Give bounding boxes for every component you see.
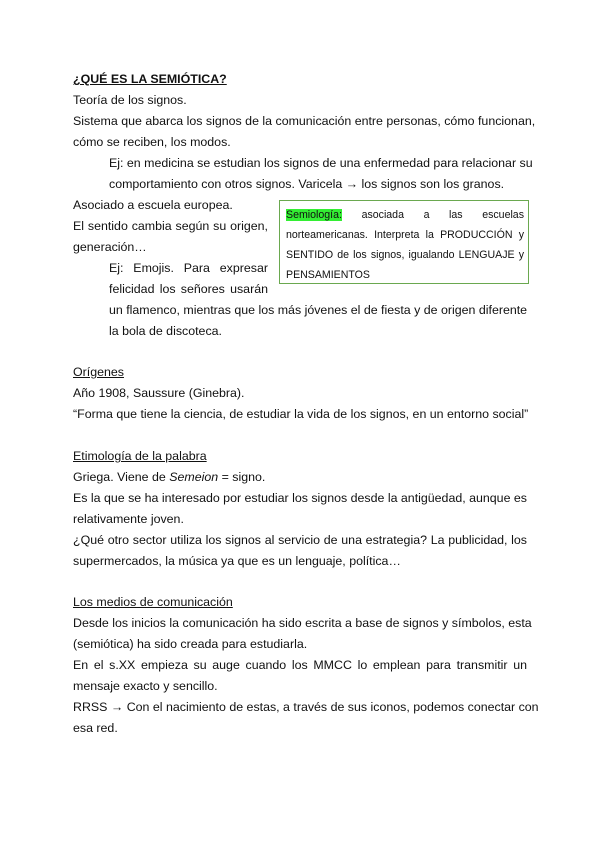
paragraph-line: Es la que se ha interesado por estudiar los signos desde la antigüedad, aunque es — [73, 491, 527, 505]
note-line: norteamericanas. Interpreta la PRODUCCIÓN y — [286, 229, 524, 241]
page-title: ¿QUÉ ES LA SEMIÓTICA? — [73, 72, 227, 86]
section-title-etymology: Etimología de la palabra — [73, 449, 207, 463]
paragraph-line: En el s.XX empieza su auge cuando los MMCC lo emplean para transmitir un — [73, 658, 527, 672]
paragraph-line: Teoría de los signos. — [73, 93, 187, 107]
quote-line: “Forma que tiene la ciencia, de estudiar la vida de los signos, en un entorno social” — [73, 407, 529, 421]
paragraph-line: El sentido cambia según su origen, — [73, 219, 268, 233]
note-text: asociada a las escuelas — [361, 209, 525, 221]
paragraph-line: mensaje exacto y sencillo. — [73, 679, 218, 693]
example-line: comportamiento con otros signos. Varicela → los signos son los granos. — [109, 177, 505, 191]
paragraph-line — [73, 467, 527, 488]
paragraph-line: generación… — [73, 240, 147, 254]
text-span: = signo. — [218, 470, 266, 484]
paragraph-line: supermercados, la música ya que es un lenguaje, política… — [73, 554, 401, 568]
paragraph-line: cómo se reciben, los modos. — [73, 135, 231, 149]
note-line: PENSAMIENTOS — [286, 269, 370, 281]
note-line: SENTIDO de los signos, igualando LENGUAJE y — [286, 249, 524, 261]
section-title-origins: Orígenes — [73, 365, 124, 379]
example-line: un flamenco, mientras que los más jóvenes el de fiesta y de origen diferente — [109, 303, 528, 317]
section-title-media: Los medios de comunicación — [73, 595, 233, 609]
paragraph-line: esa red. — [73, 721, 118, 735]
paragraph-line: Sistema que abarca los signos de la comunicación entre personas, cómo funcionan, — [73, 114, 536, 128]
term-semeion: Semeion — [169, 470, 219, 484]
text-span: Griega. Viene de — [73, 470, 170, 484]
paragraph-line: relativamente joven. — [73, 512, 184, 526]
paragraph-line: Año 1908, Saussure (Ginebra). — [73, 386, 245, 400]
semiologia-highlight: Semiología: — [286, 209, 342, 221]
example-line: Ej: Emojis. Para expresar — [109, 261, 268, 275]
example-line: Ej: en medicina se estudian los signos de una enfermedad para relacionar su — [109, 156, 533, 170]
paragraph-line: Asociado a escuela europea. — [73, 198, 233, 212]
note-line — [286, 205, 524, 225]
paragraph-line: RRSS → Con el nacimiento de estas, a través de sus iconos, podemos conectar con — [73, 700, 539, 714]
example-line: la bola de discoteca. — [109, 324, 222, 338]
paragraph-line: Desde los inicios la comunicación ha sido escrita a base de signos y símbolos, esta — [73, 616, 532, 630]
paragraph-line: (semiótica) ha sido creada para estudiarla. — [73, 637, 308, 651]
example-line: felicidad los señores usarán — [109, 282, 268, 296]
paragraph-line: ¿Qué otro sector utiliza los signos al servicio de una estrategia? La publicidad, los — [73, 533, 527, 547]
semiologia-note-box — [279, 200, 529, 284]
